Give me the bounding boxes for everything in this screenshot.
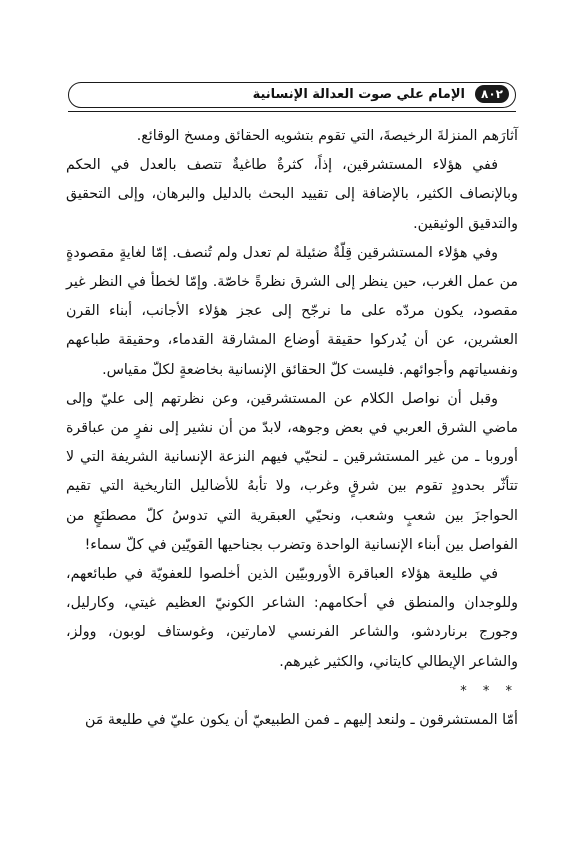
header-rule <box>68 111 516 112</box>
paragraph: ففي هؤلاء المستشرقين، إذاً، كثرةٌ طاغيةٌ تتصف بالعدل في الحكم وبالإنصاف الكثير، بالإضافة إلى تقييد البحث بالدليل والبرهان، وإلى التحقيق والتدقيق الوثيقين. <box>66 157 518 232</box>
paragraph-continuation: آثارَهم المنزلةَ الرخيصةَ، التي تقوم بتشويه الحقائق ومسخ الوقائع. <box>136 128 518 144</box>
running-title: الإمام علي صوت العدالة الإنسانية <box>252 87 465 102</box>
page-number: ٨٠٢ <box>475 85 509 103</box>
section-separator: * * * <box>460 683 518 699</box>
body-text <box>66 122 518 735</box>
paragraph: أمّا المستشرقون ـ ولنعد إليهم ـ فمن الطبيعيّ أن يكون عليّ في طليعة مَن <box>84 711 518 728</box>
paragraph: وفي هؤلاء المستشرقين قِلّةٌ ضئيلة لم تعدل ولم تُنصف. إمّا لغايةٍ مقصودةٍ من عمل الغرب، حين ينظر إلى الشرق نظرةً خاصّة. وإمّا لخطأ في النظر غير مقصود، يكون مردّه على ما نرجّح إلى عجز هؤلاء الأجانب، أبناء القرن العشرين، عن أن يُدركوا حقيقة أوضاع المشارقة القدماء، وحقيقة طباعهم ونفسياتهم وأجوائهم. فليست كلّ الحقائق الإنسانية بخاضعةٍ لكلّ مقياس. <box>66 244 518 378</box>
paragraph: في طليعة هؤلاء العباقرة الأوروبيّين الذين أخلصوا للعفويّة في طبائعهم، وللوجدان والمنطق في أحكامهم: الشاعر الكونيّ العظيم غيتي، وكارليل، وجورج برناردشو، والشاعر الفرنسي لامارتين، وغوستاف لوبون، وولز، والشاعر الإيطالي كايتاني، والكثير غيرهم. <box>66 566 518 670</box>
paragraph: وقبل أن نواصل الكلام عن المستشرقين، وعن نظرتهم إلى عليّ وإلى ماضي الشرق العربي في بعض وجوهه، لابدّ من أن نشير إلى نفرٍ من عباقرة أوروبا ـ من غير المستشرقين ـ لنحيّي فيهم النزعة الإنسانية الشريفة التي لا تتأثّر بحدودٍ تقوم بين شرقٍ وغرب، ولا تأبهُ للأضاليل التاريخية التي تقيم الحواجزَ بين شعبٍ وشعب، ونحيّي العبقرية التي تدوسُ كلّ مصطنَعٍ من الفواصل بين أبناء الإنسانية الواحدة وتضرب بجناحيها القويّين في كلّ سماء! <box>66 390 518 553</box>
running-header <box>68 82 516 108</box>
